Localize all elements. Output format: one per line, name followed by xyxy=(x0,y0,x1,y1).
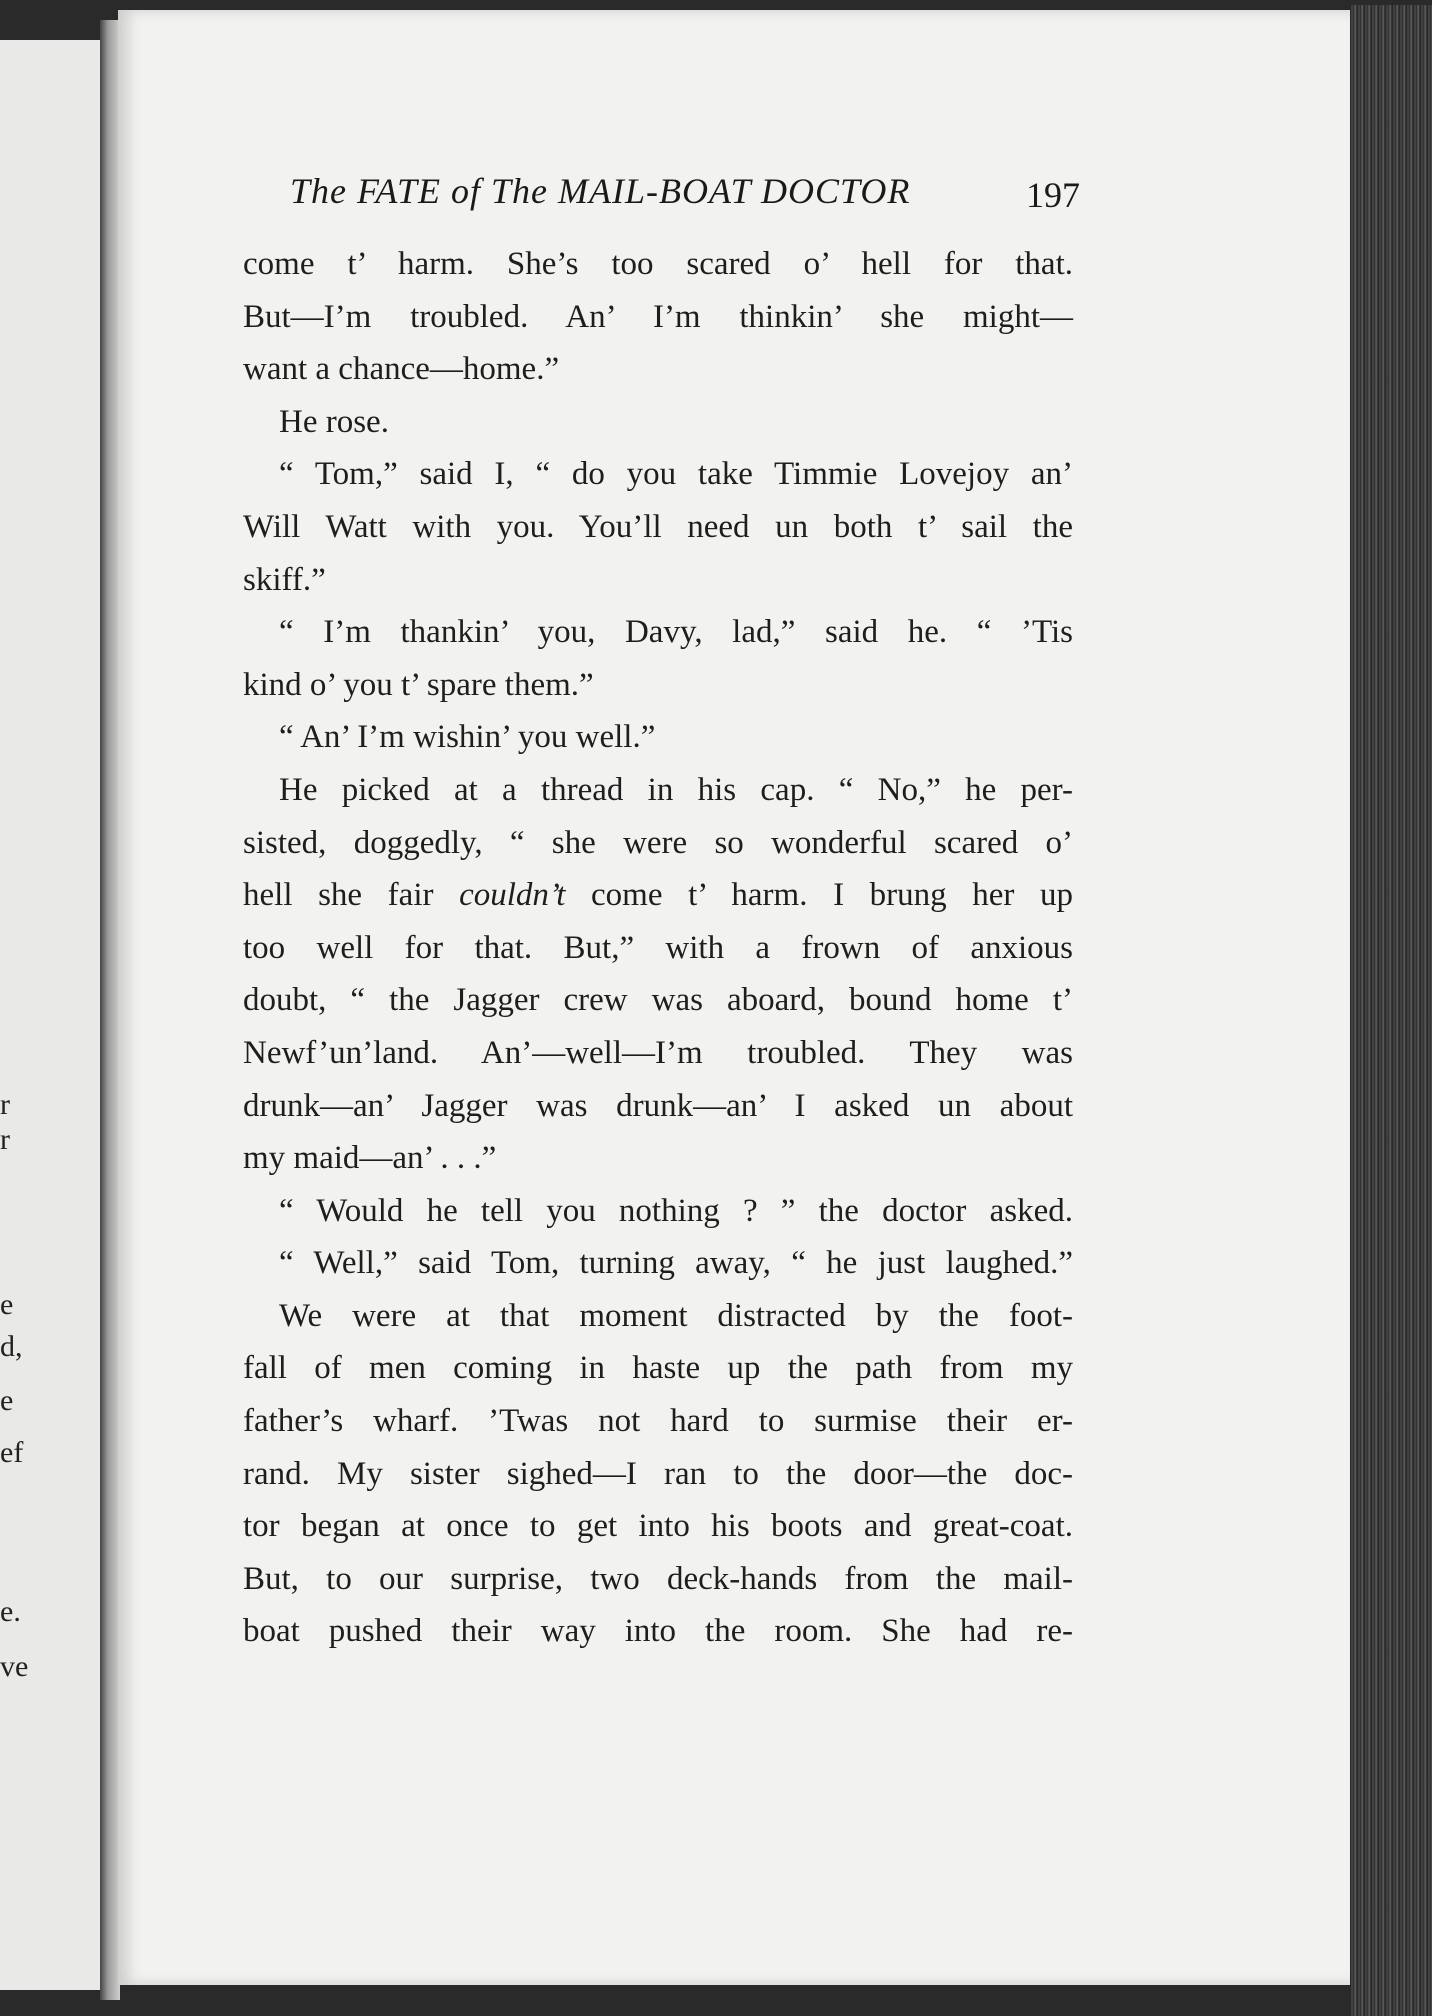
text-line: “ Would he tell you nothing ? ” the doctor asked. xyxy=(279,1192,1073,1229)
text-line: Newf’un’land. An’—well—I’m troubled. They was xyxy=(243,1034,1073,1071)
text-line: “ I’m thankin’ you, Davy, lad,” said he. “ ’Tis xyxy=(279,614,1073,651)
text-line: rand. My sister sighed—I ran to the door—the doc- xyxy=(243,1455,1073,1492)
text-line: my maid—an’ . . .” xyxy=(243,1140,497,1177)
text-line: “ An’ I’m wishin’ you well.” xyxy=(279,719,656,756)
text-line: want a chance—home.” xyxy=(243,351,560,388)
left-page-fragment: ef xyxy=(0,1436,24,1469)
left-page-fragment: r xyxy=(0,1123,10,1156)
running-head-title: The FATE of The MAIL-BOAT DOCTOR xyxy=(290,171,911,211)
text-line: doubt, “ the Jagger crew was aboard, bound home t’ xyxy=(243,982,1073,1019)
book-gutter xyxy=(100,20,120,2000)
text-line: He rose. xyxy=(279,403,389,440)
text-line: drunk—an’ Jagger was drunk—an’ I asked un about xyxy=(243,1087,1073,1124)
text-run: come t’ harm. I brung her up xyxy=(565,877,1073,914)
text-line: “ Well,” said Tom, turning away, “ he just laughed.” xyxy=(279,1245,1073,1282)
left-page-fragment: d, xyxy=(0,1330,23,1363)
text-line: Will Watt with you. You’ll need un both t’ sail the xyxy=(243,508,1073,545)
left-page-fragment: e xyxy=(0,1384,14,1417)
left-page xyxy=(0,40,103,1990)
text-line: too well for that. But,” with a frown of anxious xyxy=(243,929,1073,966)
text-line: tor began at once to get into his boots and great-coat. xyxy=(243,1508,1073,1545)
italic-emphasis: couldn’t xyxy=(459,877,566,914)
left-page-fragment: e xyxy=(0,1288,14,1321)
page-number: 197 xyxy=(1026,175,1080,215)
text-line: kind o’ you t’ spare them.” xyxy=(243,666,594,703)
text-run: hell she fair xyxy=(243,877,460,914)
page-edges xyxy=(1350,5,1432,2016)
text-line: We were at that moment distracted by the foot- xyxy=(279,1297,1073,1334)
text-line: skiff.” xyxy=(243,561,326,598)
running-head xyxy=(290,170,1080,220)
left-page-fragment: e. xyxy=(0,1595,21,1628)
text-line: But, to our surprise, two deck-hands from the mail- xyxy=(243,1560,1073,1597)
text-line: “ Tom,” said I, “ do you take Timmie Lovejoy an’ xyxy=(279,456,1073,493)
text-line: sisted, doggedly, “ she were so wonderful scared o’ xyxy=(243,824,1073,861)
body-text xyxy=(243,238,1073,1658)
text-line xyxy=(243,869,1073,922)
left-page-fragment: r xyxy=(0,1088,10,1121)
text-line: He picked at a thread in his cap. “ No,” he per- xyxy=(279,771,1073,808)
left-page-fragment: ve xyxy=(0,1650,29,1683)
text-line: boat pushed their way into the room. She had re- xyxy=(243,1613,1073,1650)
text-line: fall of men coming in haste up the path from my xyxy=(243,1350,1073,1387)
text-line: come t’ harm. She’s too scared o’ hell for that. xyxy=(243,246,1073,282)
text-line: But—I’m troubled. An’ I’m thinkin’ she might— xyxy=(243,298,1073,335)
text-line: father’s wharf. ’Twas not hard to surmise their er- xyxy=(243,1403,1073,1440)
